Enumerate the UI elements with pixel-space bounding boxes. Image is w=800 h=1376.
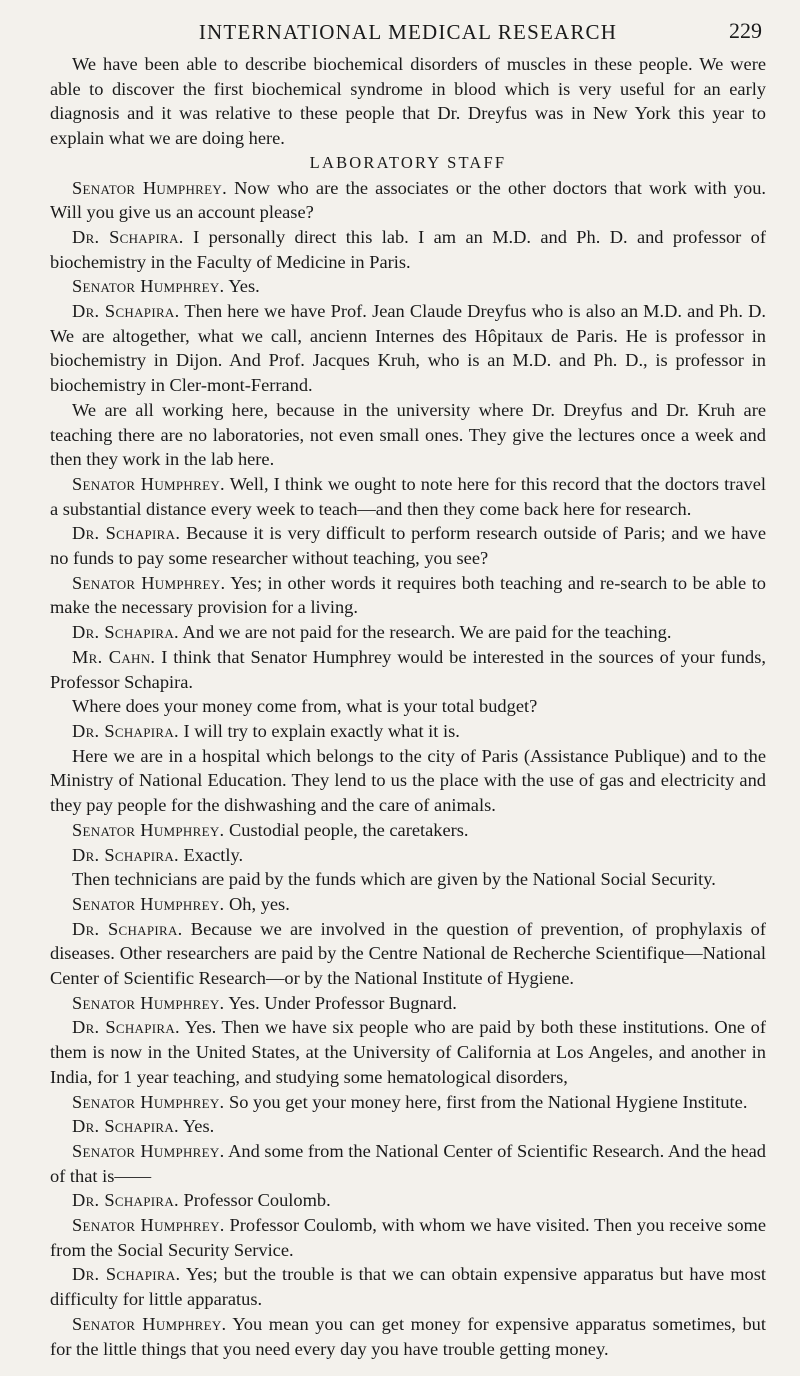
speaker-name: Dr. Schapira.: [72, 1017, 180, 1038]
speaker-name: Senator Humphrey.: [72, 893, 225, 914]
speaker-name: Mr. Cahn.: [72, 646, 156, 667]
paragraph-text: So you get your money here, first from the National Hygiene Institute.: [224, 1091, 748, 1112]
speaker-name: Dr. Schapira.: [72, 1264, 181, 1285]
body-text: [50, 52, 766, 1361]
speaker-name: Dr. Schapira.: [72, 844, 179, 865]
paragraph: [50, 52, 766, 151]
paragraph: [50, 1213, 766, 1262]
paragraph: [50, 1262, 766, 1311]
paragraph-text: Well, I think we ought to note here for this record that the doctors travel a substantial distance every week to teach—and then they come back here for research.: [50, 473, 766, 519]
paragraph-text: Yes. Then we have six people who are paid by both these institutions. One of them is now in the United States, at the University of California at Los Angeles, and another in India, for 1 year teaching, and studying some hematological disorders,: [50, 1017, 766, 1087]
paragraph-text: Professor Coulomb.: [178, 1190, 331, 1211]
speaker-name: Senator Humphrey.: [72, 1313, 227, 1334]
paragraph-text: We have been able to describe biochemical disorders of muscles in these people. We were able to discover the first biochemical syndrome in blood which is very useful for an early diagnosis and it was relative to these people that Dr. Dreyfus was in New York this year to explain what we are doing here.: [50, 54, 766, 149]
speaker-name: Dr. Schapira.: [72, 523, 181, 544]
speaker-name: Senator Humphrey.: [72, 1091, 225, 1112]
paragraph: [50, 991, 766, 1016]
paragraph: [50, 1114, 766, 1139]
paragraph-text: Now who are the associates or the other doctors that work with you. Will you give us an account please?: [50, 177, 766, 223]
paragraph-text: I think that Senator Humphrey would be interested in the sources of your funds, Professor Schapira.: [50, 646, 766, 692]
page-number: 229: [729, 18, 762, 43]
paragraph-text: Professor Coulomb, with whom we have visited. Then you receive some from the Social Security Service.: [50, 1215, 766, 1260]
speaker-name: Dr. Schapira.: [72, 1190, 179, 1211]
speaker-name: Senator Humphrey.: [72, 819, 225, 840]
speaker-name: Senator Humphrey.: [72, 177, 227, 198]
paragraph: [50, 1312, 766, 1361]
paragraph-text: Because it is very difficult to perform research outside of Paris; and we have no funds to pay some researcher without teaching, you see?: [50, 523, 766, 569]
paragraph-text: Then technicians are paid by the funds which are given by the National Social Security.: [72, 869, 716, 890]
paragraph-text: And some from the National Center of Scientific Research. And the head of that is——: [50, 1140, 766, 1186]
paragraph-text: Because we are involved in the question of prevention, of prophylaxis of diseases. Other researchers are paid by the Centre National de Recherche Scientifique—National Center of Scientific Research—or by the National Institute of Hygiene.: [50, 918, 766, 989]
paragraph-text: I personally direct this lab. I am an M.D. and Ph. D. and professor of biochemistry in the Faculty of Medicine in Paris.: [50, 226, 766, 272]
paragraph: [50, 620, 766, 645]
paragraph: [50, 818, 766, 843]
paragraph-text: I will try to explain exactly what it is.: [178, 720, 460, 741]
speaker-name: Dr. Schapira.: [72, 301, 180, 322]
paragraph: [50, 867, 766, 892]
paragraph: [50, 1015, 766, 1089]
paragraph: [50, 694, 766, 719]
section-heading: LABORATORY STAFF: [309, 152, 507, 172]
paragraph: [50, 917, 766, 991]
paragraph: [50, 1139, 766, 1188]
paragraph-text: You mean you can get money for expensive apparatus sometimes, but for the little things that you need every day you have trouble getting money.: [50, 1313, 766, 1359]
paragraph-text: Exactly.: [178, 844, 244, 865]
paragraph: [50, 892, 766, 917]
paragraph-text: Here we are in a hospital which belongs to the city of Paris (Assistance Publique) and to the Ministry of National Education. They lend to us the place with the use of gas and electricity and they pay people for the dishwashing and the care of animals.: [50, 745, 766, 816]
paragraph-text: Yes. Under Professor Bugnard.: [224, 992, 457, 1013]
speaker-name: Senator Humphrey.: [72, 276, 225, 297]
paragraph: [50, 472, 766, 521]
paragraph-text: And we are not paid for the research. We are paid for the teaching.: [178, 622, 672, 643]
paragraph: [50, 719, 766, 744]
paragraph: [50, 176, 766, 225]
paragraph-text: We are all working here, because in the university where Dr. Dreyfus and Dr. Kruh are teaching there are no laboratories, not even small ones. They give the lectures once a week and then they work in the lab here.: [50, 399, 766, 470]
speaker-name: Dr. Schapira.: [72, 1116, 179, 1137]
paragraph: [50, 398, 766, 472]
speaker-name: Senator Humphrey.: [72, 992, 225, 1013]
paragraph-text: Yes.: [178, 1116, 215, 1137]
paragraph: [50, 521, 766, 570]
running-title: INTERNATIONAL MEDICAL RESEARCH: [198, 20, 618, 44]
paragraph-text: Then here we have Prof. Jean Claude Dreyfus who is also an M.D. and Ph. D. We are altogether, what we call, ancienn Internes des Hôpitaux de Paris. He is professor in biochemistry in Dijon. And Prof. Jacques Kruh, who is an M.D. and Ph. D., is professor in biochemistry in Cler-mont-Ferrand.: [50, 301, 766, 396]
paragraph: [50, 843, 766, 868]
paragraph: [50, 225, 766, 274]
paragraph-text: Yes.: [224, 276, 260, 297]
speaker-name: Senator Humphrey.: [72, 473, 225, 494]
paragraph: [50, 274, 766, 299]
paragraph: [50, 645, 766, 694]
paragraph-text: Yes; but the trouble is that we can obtain expensive apparatus but have most difficulty for little apparatus.: [50, 1264, 766, 1310]
speaker-name: Dr. Schapira.: [72, 720, 179, 741]
paragraph: [50, 571, 766, 620]
paragraph-text: Custodial people, the caretakers.: [224, 819, 469, 840]
speaker-name: Senator Humphrey.: [72, 1215, 225, 1236]
paragraph-text: Where does your money come from, what is your total budget?: [72, 696, 538, 717]
speaker-name: Senator Humphrey.: [72, 572, 226, 593]
speaker-name: Dr. Schapira.: [72, 918, 183, 939]
paragraph: [50, 299, 766, 398]
paragraph-text: Yes; in other words it requires both teaching and re-search to be able to make the necessary provision for a living.: [50, 572, 767, 618]
paragraph: [50, 1188, 766, 1213]
running-head: [50, 14, 766, 52]
paragraph: [50, 744, 766, 818]
speaker-name: Senator Humphrey.: [72, 1140, 225, 1161]
paragraph-text: Oh, yes.: [224, 893, 290, 914]
paragraph: [50, 1090, 766, 1115]
speaker-name: Dr. Schapira.: [72, 622, 179, 643]
speaker-name: Dr. Schapira.: [72, 226, 184, 247]
